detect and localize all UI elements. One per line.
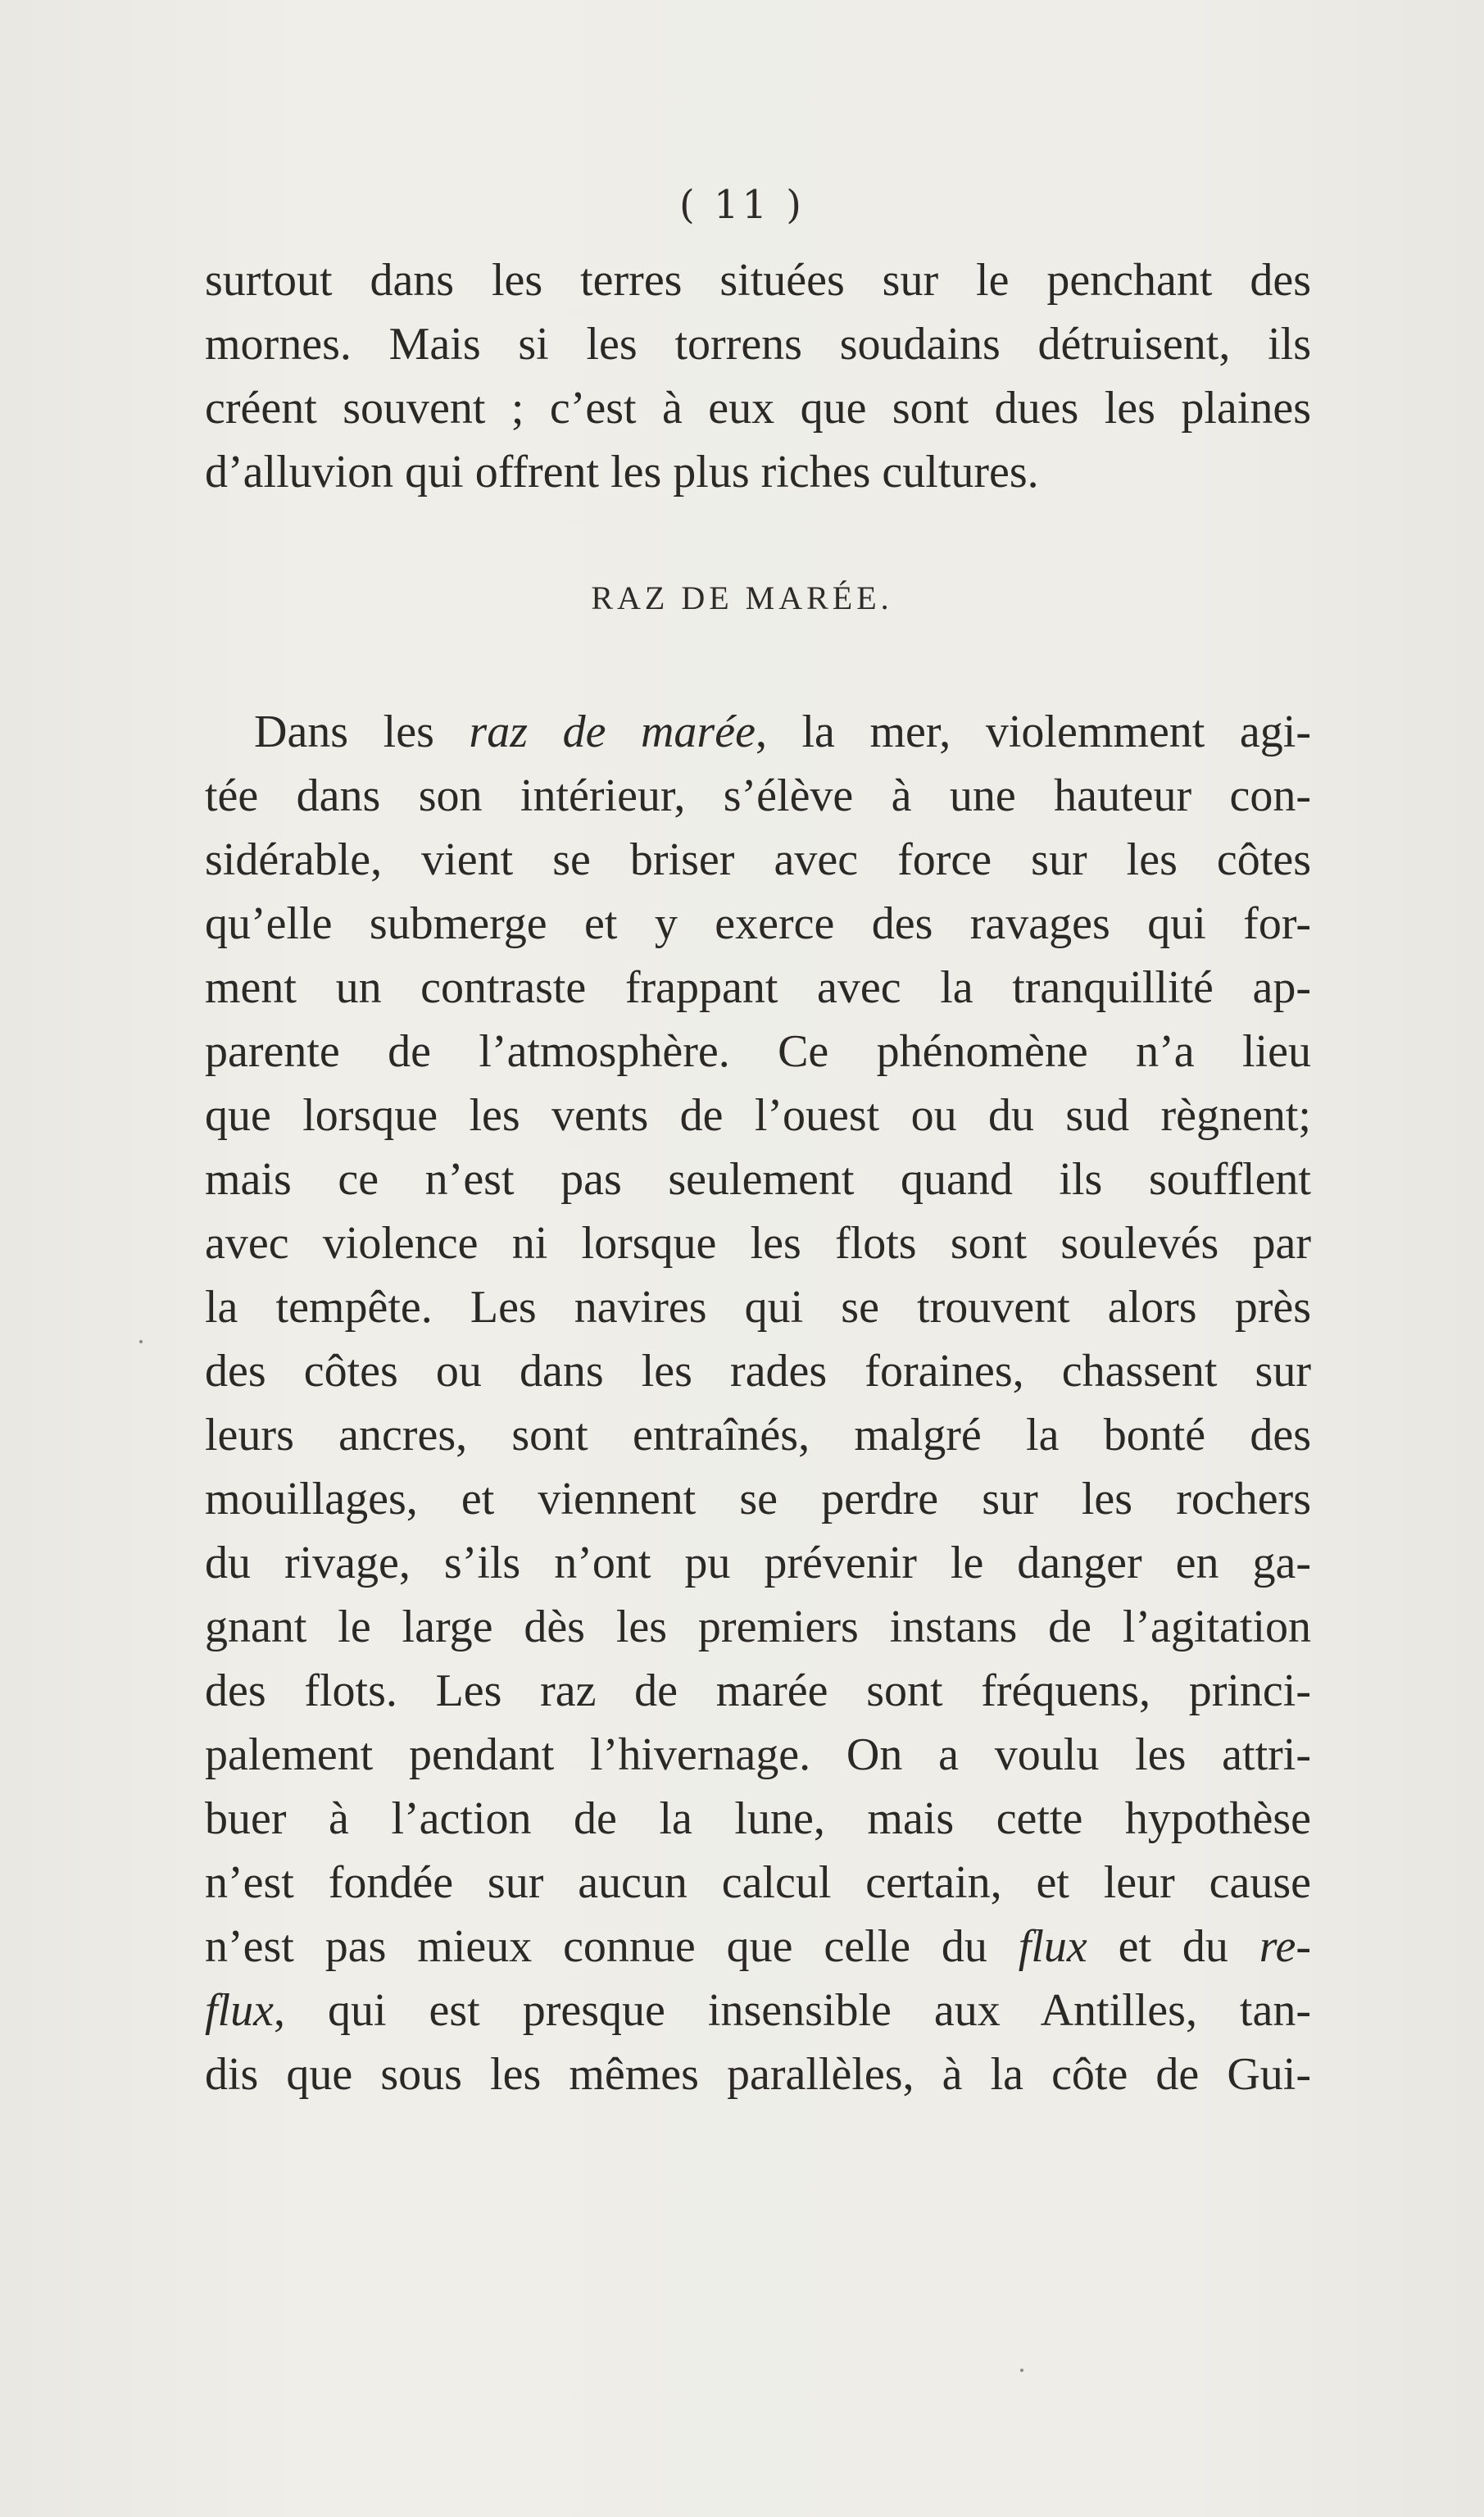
text-line: palement pendant l’hivernage. On a voulu les attri- [205,1729,1311,1780]
text-line: mais ce n’est pas seulement quand ils soufflent [205,1154,1311,1205]
text-line: n’est pas mieux connue que celle du flux et du re- [205,1921,1311,1972]
text-line: avec violence ni lorsque les flots sont soulevés par [205,1218,1311,1269]
text-line: que lorsque les vents de l’ouest ou du sud règnent; [205,1090,1311,1141]
text-line: surtout dans les terres situées sur le penchant des [205,255,1311,306]
text-line: mouillages, et viennent se perdre sur les rochers [205,1474,1311,1524]
text-line: n’est fondée sur aucun calcul certain, et leur cause [205,1857,1311,1908]
paragraph-torrents [205,248,1311,504]
page-number: ( 11 ) [678,182,806,228]
text-line: d’alluvion qui offrent les plus riches cultures. [205,447,1039,497]
text-line: des côtes ou dans les rades foraines, chassent sur [205,1346,1311,1397]
section-heading: RAZ DE MARÉE. [591,579,893,616]
text-line: des flots. Les raz de marée sont fréquens, princi- [205,1665,1311,1716]
text-line: flux, qui est presque insensible aux Antilles, tan- [205,1985,1311,2036]
paper-speck [1020,2369,1023,2372]
text-line: sidérable, vient se briser avec force sur les côtes [205,834,1311,885]
text-line: dis que sous les mêmes parallèles, à la côte de Gui- [205,2049,1311,2100]
italic-term: flux [205,1985,274,2036]
text-line: du rivage, s’ils n’ont pu prévenir le danger en ga- [205,1538,1311,1588]
paper-speck [139,1340,143,1343]
text-line: la tempête. Les navires qui se trouvent alors près [205,1282,1311,1333]
italic-term: flux [1018,1921,1087,1972]
text-line: mornes. Mais si les torrens soudains détruisent, ils [205,319,1311,370]
paragraph-raz-de-maree [205,700,1311,2106]
text-line: buer à l’action de la lune, mais cette hypothèse [205,1793,1311,1844]
text-line: ment un contraste frappant avec la tranquillité ap- [205,962,1311,1013]
text-line: leurs ancres, sont entraînés, malgré la bonté des [205,1410,1311,1461]
italic-term: re- [1259,1921,1311,1972]
text-line: gnant le large dès les premiers instans de l’agitation [205,1602,1311,1652]
text-line: parente de l’atmosphère. Ce phénomène n’a lieu [205,1026,1311,1077]
text-line: qu’elle submerge et y exerce des ravages qui for- [205,898,1311,949]
text-line: créent souvent ; c’est à eux que sont dues les plaines [205,383,1311,434]
text-line: tée dans son intérieur, s’élève à une hauteur con- [205,770,1311,821]
text-line: Dans les raz de marée, la mer, violemment agi- [254,706,1311,757]
italic-term: raz de marée [469,706,756,757]
